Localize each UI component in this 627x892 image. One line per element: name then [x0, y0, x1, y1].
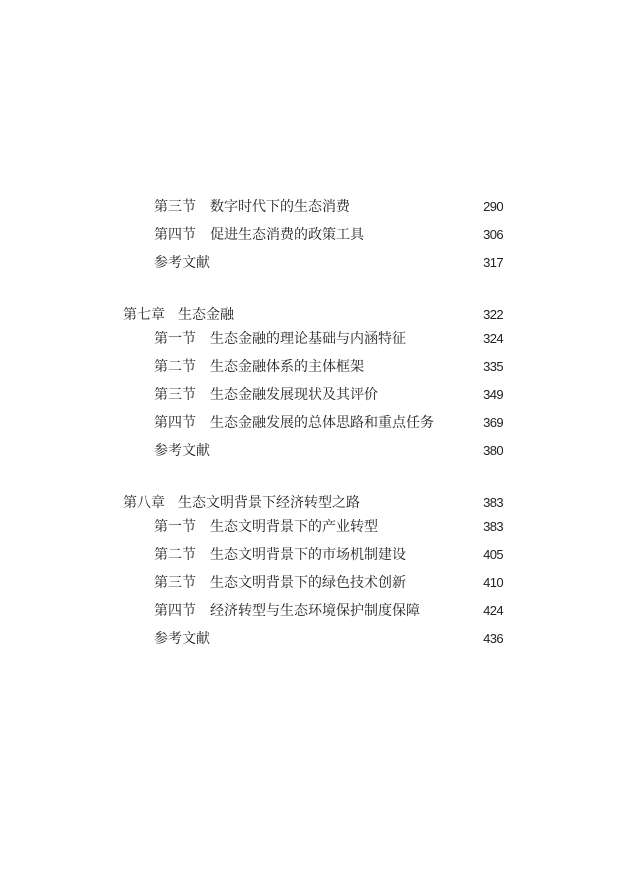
chapter-title: 生态文明背景下经济转型之路 — [178, 495, 360, 511]
page-number: 335 — [483, 359, 503, 374]
chapter-number: 第七章 — [123, 307, 165, 323]
section-title: 促进生态消费的政策工具 — [210, 227, 364, 243]
toc-entry[interactable] — [0, 544, 627, 566]
toc-entry[interactable] — [0, 600, 627, 622]
page-number: 424 — [483, 603, 503, 618]
section-title: 生态文明背景下的绿色技术创新 — [210, 575, 406, 591]
section-number: 第一节 — [154, 331, 196, 347]
section-number: 第四节 — [154, 603, 196, 619]
section-title: 生态文明背景下的产业转型 — [210, 519, 378, 535]
toc-entry-references[interactable] — [0, 628, 627, 650]
references-label: 参考文献 — [154, 631, 210, 647]
page-number: 369 — [483, 415, 503, 430]
toc-entry-references[interactable] — [0, 440, 627, 462]
toc-entry[interactable] — [0, 328, 627, 350]
section-number: 第四节 — [154, 227, 196, 243]
page-number: 290 — [483, 199, 503, 214]
toc-entry-references[interactable] — [0, 252, 627, 274]
chapter-title: 生态金融 — [178, 307, 234, 323]
toc-entry[interactable] — [0, 516, 627, 538]
toc-entry[interactable] — [0, 384, 627, 406]
section-title: 生态金融体系的主体框架 — [210, 359, 364, 375]
section-number: 第二节 — [154, 547, 196, 563]
section-number: 第三节 — [154, 199, 196, 215]
toc-entry[interactable] — [0, 412, 627, 434]
chapter-number: 第八章 — [123, 495, 165, 511]
section-title: 生态文明背景下的市场机制建设 — [210, 547, 406, 563]
toc-chapter-heading[interactable] — [0, 492, 627, 514]
page-number: 306 — [483, 227, 503, 242]
section-number: 第三节 — [154, 575, 196, 591]
page-number: 322 — [483, 307, 503, 322]
references-label: 参考文献 — [154, 443, 210, 459]
toc-entry[interactable] — [0, 196, 627, 218]
references-label: 参考文献 — [154, 255, 210, 271]
section-title: 数字时代下的生态消费 — [210, 199, 350, 215]
page-number: 436 — [483, 631, 503, 646]
toc-entry[interactable] — [0, 572, 627, 594]
section-number: 第四节 — [154, 415, 196, 431]
section-title: 经济转型与生态环境保护制度保障 — [210, 603, 420, 619]
toc-entry[interactable] — [0, 356, 627, 378]
toc-entry[interactable] — [0, 224, 627, 246]
page-number: 317 — [483, 255, 503, 270]
section-number: 第三节 — [154, 387, 196, 403]
page-number: 410 — [483, 575, 503, 590]
section-title: 生态金融发展的总体思路和重点任务 — [210, 415, 434, 431]
page-number: 349 — [483, 387, 503, 402]
page-number: 405 — [483, 547, 503, 562]
page-number: 324 — [483, 331, 503, 346]
toc-chapter-heading[interactable] — [0, 304, 627, 326]
section-number: 第二节 — [154, 359, 196, 375]
section-title: 生态金融发展现状及其评价 — [210, 387, 378, 403]
page-number: 383 — [483, 495, 503, 510]
page-number: 383 — [483, 519, 503, 534]
section-number: 第一节 — [154, 519, 196, 535]
page-number: 380 — [483, 443, 503, 458]
section-title: 生态金融的理论基础与内涵特征 — [210, 331, 406, 347]
